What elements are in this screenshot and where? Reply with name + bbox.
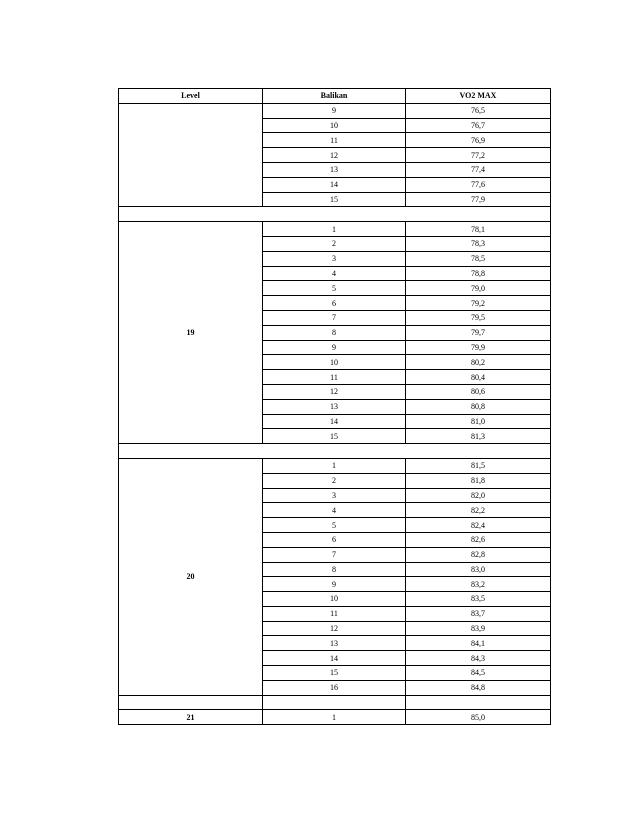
- balikan-cell: 5: [263, 281, 406, 296]
- vo2max-cell: 78,8: [406, 266, 551, 281]
- balikan-cell: 16: [263, 680, 406, 695]
- balikan-cell: 1: [263, 222, 406, 237]
- balikan-cell: 1: [263, 458, 406, 473]
- level-cell: 19: [119, 222, 263, 444]
- table-row: [119, 222, 551, 237]
- vo2max-cell: 80,4: [406, 370, 551, 385]
- balikan-cell: 15: [263, 666, 406, 681]
- balikan-cell: 8: [263, 562, 406, 577]
- vo2max-cell: 78,5: [406, 251, 551, 266]
- balikan-cell: 14: [263, 651, 406, 666]
- vo2max-cell: 82,0: [406, 488, 551, 503]
- vo2max-cell: 83,2: [406, 577, 551, 592]
- vo2max-cell: 84,5: [406, 666, 551, 681]
- spacer-row: [119, 207, 551, 222]
- vo2max-cell: 84,8: [406, 680, 551, 695]
- header-balikan: Balikan: [263, 89, 406, 104]
- spacer-cell: [406, 695, 551, 710]
- vo2max-cell: 77,2: [406, 148, 551, 163]
- balikan-cell: 12: [263, 384, 406, 399]
- balikan-cell: 7: [263, 547, 406, 562]
- vo2max-table: [118, 88, 551, 725]
- balikan-cell: 11: [263, 370, 406, 385]
- balikan-cell: 4: [263, 266, 406, 281]
- spacer-row: [119, 695, 551, 710]
- vo2max-cell: 79,7: [406, 325, 551, 340]
- balikan-cell: 14: [263, 414, 406, 429]
- spacer-cell: [119, 695, 263, 710]
- table-row: [119, 458, 551, 473]
- balikan-cell: 6: [263, 532, 406, 547]
- vo2max-cell: 78,1: [406, 222, 551, 237]
- spacer-row: [119, 444, 551, 459]
- table-row: [119, 710, 551, 725]
- header-vo2max: VO2 MAX: [406, 89, 551, 104]
- balikan-cell: 8: [263, 325, 406, 340]
- balikan-cell: 11: [263, 606, 406, 621]
- vo2max-cell: 82,2: [406, 503, 551, 518]
- header-row: [119, 89, 551, 104]
- vo2max-cell: 83,7: [406, 606, 551, 621]
- vo2max-cell: 85,0: [406, 710, 551, 725]
- balikan-cell: 4: [263, 503, 406, 518]
- balikan-cell: 10: [263, 118, 406, 133]
- vo2max-cell: 83,0: [406, 562, 551, 577]
- balikan-cell: 7: [263, 310, 406, 325]
- level-cell: 21: [119, 710, 263, 725]
- vo2max-cell: 77,6: [406, 177, 551, 192]
- balikan-cell: 2: [263, 473, 406, 488]
- table-body: [119, 103, 551, 724]
- vo2max-cell: 77,4: [406, 162, 551, 177]
- spacer-cell: [263, 695, 406, 710]
- balikan-cell: 3: [263, 251, 406, 266]
- level-cell: 20: [119, 458, 263, 695]
- balikan-cell: 13: [263, 162, 406, 177]
- vo2max-cell: 79,2: [406, 296, 551, 311]
- vo2max-cell: 81,5: [406, 458, 551, 473]
- balikan-cell: 10: [263, 592, 406, 607]
- vo2max-cell: 79,9: [406, 340, 551, 355]
- balikan-cell: 12: [263, 148, 406, 163]
- balikan-cell: 3: [263, 488, 406, 503]
- vo2max-cell: 82,4: [406, 518, 551, 533]
- table-row: [119, 103, 551, 118]
- vo2max-cell: 76,5: [406, 103, 551, 118]
- balikan-cell: 9: [263, 103, 406, 118]
- vo2max-cell: 82,6: [406, 532, 551, 547]
- balikan-cell: 10: [263, 355, 406, 370]
- vo2max-cell: 82,8: [406, 547, 551, 562]
- level-cell: [119, 103, 263, 207]
- vo2max-cell: 81,3: [406, 429, 551, 444]
- vo2max-cell: 77,9: [406, 192, 551, 207]
- balikan-cell: 13: [263, 636, 406, 651]
- balikan-cell: 6: [263, 296, 406, 311]
- vo2max-cell: 84,3: [406, 651, 551, 666]
- balikan-cell: 11: [263, 133, 406, 148]
- balikan-cell: 5: [263, 518, 406, 533]
- vo2max-cell: 80,6: [406, 384, 551, 399]
- balikan-cell: 14: [263, 177, 406, 192]
- balikan-cell: 1: [263, 710, 406, 725]
- balikan-cell: 9: [263, 577, 406, 592]
- vo2max-cell: 80,8: [406, 399, 551, 414]
- vo2max-cell: 83,9: [406, 621, 551, 636]
- balikan-cell: 12: [263, 621, 406, 636]
- balikan-cell: 15: [263, 429, 406, 444]
- spacer-cell: [119, 207, 551, 222]
- vo2max-cell: 79,5: [406, 310, 551, 325]
- vo2max-cell: 80,2: [406, 355, 551, 370]
- balikan-cell: 2: [263, 236, 406, 251]
- vo2max-cell: 81,8: [406, 473, 551, 488]
- balikan-cell: 9: [263, 340, 406, 355]
- balikan-cell: 13: [263, 399, 406, 414]
- vo2max-cell: 76,9: [406, 133, 551, 148]
- vo2max-cell: 83,5: [406, 592, 551, 607]
- vo2max-cell: 84,1: [406, 636, 551, 651]
- vo2max-cell: 79,0: [406, 281, 551, 296]
- vo2max-cell: 78,3: [406, 236, 551, 251]
- spacer-cell: [119, 444, 551, 459]
- header-level: Level: [119, 89, 263, 104]
- vo2max-cell: 76,7: [406, 118, 551, 133]
- balikan-cell: 15: [263, 192, 406, 207]
- vo2max-cell: 81,0: [406, 414, 551, 429]
